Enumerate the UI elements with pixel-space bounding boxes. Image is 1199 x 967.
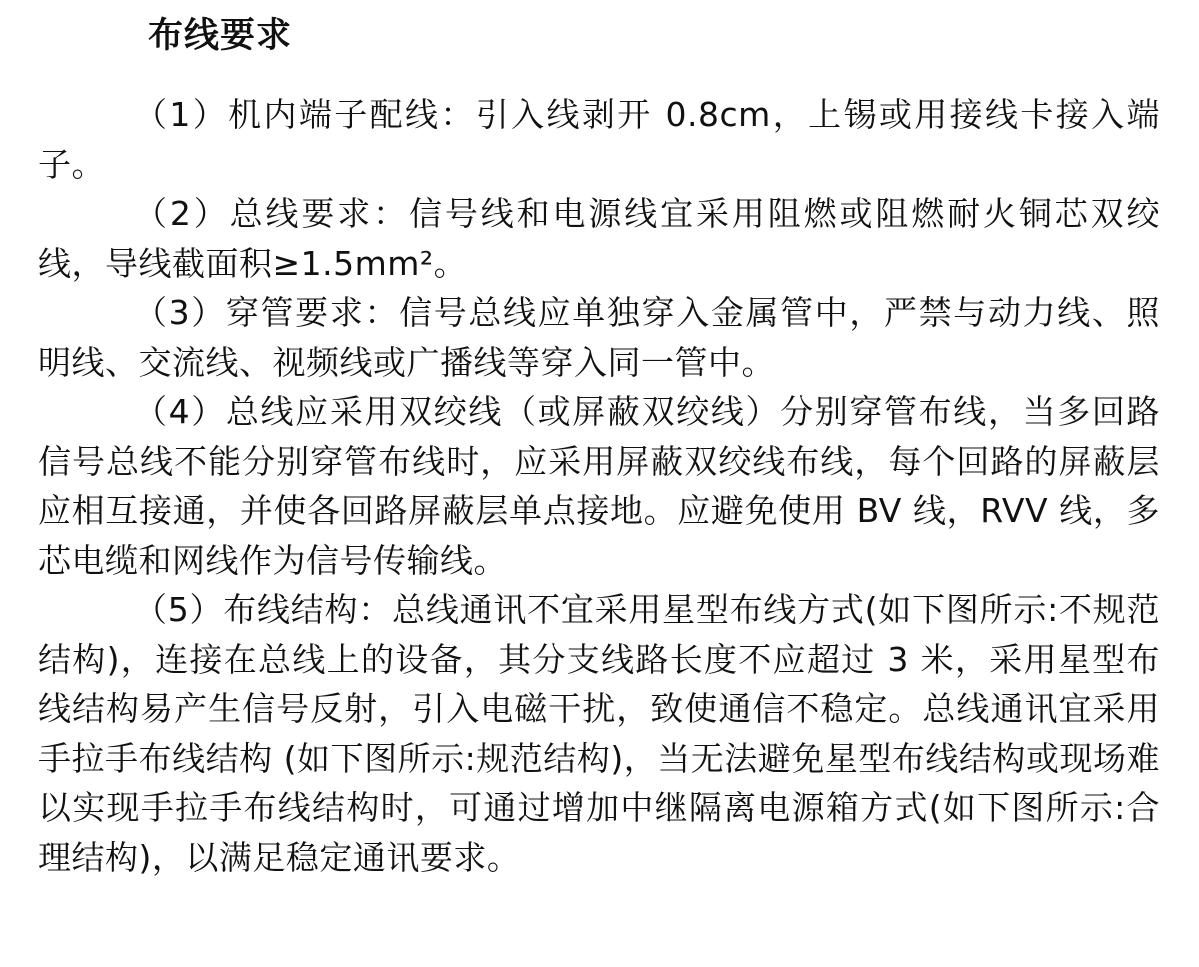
- paragraph-bus-requirements: （2）总线要求：信号线和电源线宜采用阻燃或阻燃耐火铜芯双绞线，导线截面积≥1.5mm²。: [38, 194, 1160, 283]
- document-body: [38, 8, 1160, 882]
- paragraph-terminal-wiring: （1）机内端子配线：引入线剥开 0.8cm，上锡或用接线卡接入端子。: [38, 95, 1160, 184]
- paragraph-conduit-requirements: （3）穿管要求：信号总线应单独穿入金属管中，严禁与动力线、照明线、交流线、视频线或广播线等穿入同一管中。: [38, 293, 1160, 382]
- section-title: 布线要求: [148, 16, 293, 56]
- paragraph-wiring-structure: （5）布线结构：总线通讯不宜采用星型布线方式(如下图所示:不规范结构)，连接在总线上的设备，其分支线路长度不应超过 3 米，采用星型布线结构易产生信号反射，引入电磁干扰，致使通信不稳定。总线通讯宜采用手拉手布线结构 (如下图所示:规范结构)，当无法避免星型布线结构或现场难以实现手拉手布线结构时，可通过增加中继隔离电源箱方式(如下图所示:合理结构)，以满足稳定通讯要求。: [38, 590, 1160, 877]
- paragraph-twisted-pair: （4）总线应采用双绞线（或屏蔽双绞线）分别穿管布线，当多回路信号总线不能分别穿管布线时，应采用屏蔽双绞线布线，每个回路的屏蔽层应相互接通，并使各回路屏蔽层单点接地。应避免使用 BV 线，RVV 线，多芯电缆和网线作为信号传输线。: [38, 392, 1160, 580]
